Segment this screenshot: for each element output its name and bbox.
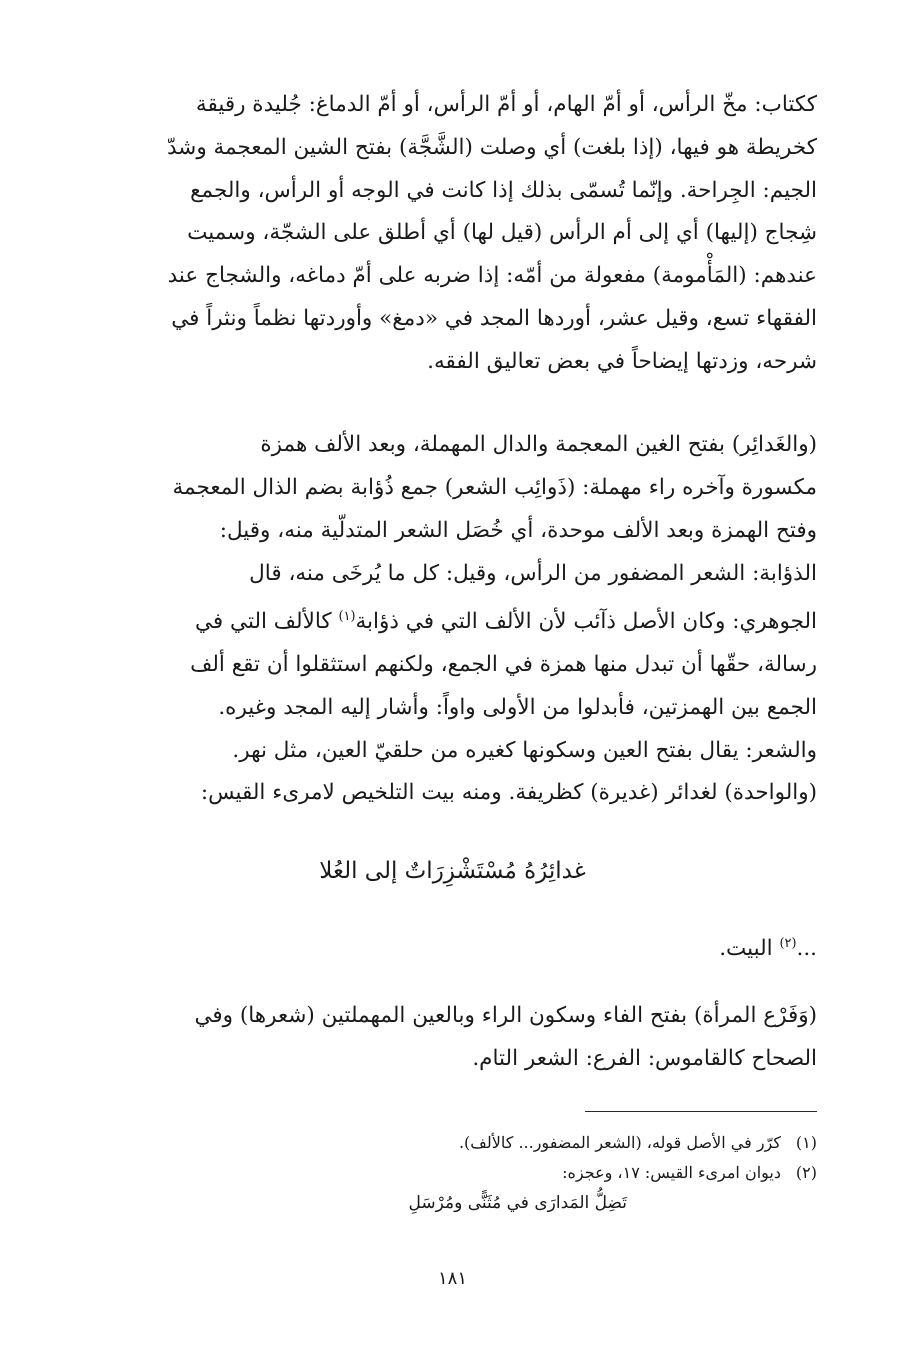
footnotes <box>90 1128 817 1218</box>
footnote-verse: تَضِلُّ المَدارَى في مُثَنًّى ومُرْسَلِ <box>408 1193 627 1213</box>
text-line: (والواحدة) لغدائر (غديرة) كظريفة. ومنه بيت التلخيص لامرىء القيس: <box>200 780 817 806</box>
text-line: وفتح الهمزة وبعد الألف موحدة، أي خُصَل الشعر المتدلّية منه، وقيل: <box>219 517 817 543</box>
text-line: رسالة، حقّها أن تبدل منها همزة في الجمع، ولكنهم استثقلوا أن تقع ألف <box>190 651 817 677</box>
footnote-text: ديوان امرىء القيس: ١٧، وعجزه: <box>562 1163 781 1182</box>
verse-tail-word: البيت. <box>719 936 780 962</box>
verse-tail <box>719 936 817 961</box>
footnote-ref-2[interactable]: (٢) <box>779 936 797 951</box>
text-line: مكسورة وآخره راء مهملة: (ذَوائِب الشعر) جمع ذُؤابة بضم الذال المعجمة <box>172 474 817 500</box>
text-line: (والغَدائِر) بفتح الغين المعجمة والدال المهملة، وبعد الألف همزة <box>260 432 817 457</box>
page-number: ١٨١ <box>437 1268 467 1289</box>
text-fragment: كالألف التي في <box>195 608 339 634</box>
footnote-number: (٢) <box>795 1163 817 1182</box>
ellipsis: ... <box>796 936 817 962</box>
paragraph-skull-wound <box>90 84 817 384</box>
text-line: شرحه، وزدتها إيضاحاً في بعض تعاليق الفقه. <box>427 348 817 374</box>
text-line: الصحاح كالقاموس: الفرع: الشعر التام. <box>472 1046 817 1071</box>
text-line: كخريطة هو فيها، (إذا بلغت) أي وصلت (الشَّجَّة) بفتح الشين المعجمة وشدّ <box>167 134 817 160</box>
text-fragment: الجوهري: وكان الأصل ذآئب لأن الألف التي في ذؤابة <box>355 608 817 634</box>
text-line: الجيم: الجِراحة. وإنّما تُسمّى بذلك إذا كانت في الوجه أو الرأس، والجمع <box>190 177 817 203</box>
footnote-2 <box>90 1158 817 1188</box>
text-line: (وَفَرْع المرأة) بفتح الفاء وسكون الراء وبالعين المهملتين (شعرها) وفي <box>194 1003 817 1028</box>
footnote-number: (١) <box>795 1133 817 1152</box>
text-line: الجمع بين الهمزتين، فأبدلوا من الأولى واواً: وأشار إليه المجد وغيره. <box>218 694 817 720</box>
text-line <box>90 596 817 644</box>
text-line: الفقهاء تسع، وقيل عشر، أوردها المجد في «دمغ» وأوردتها نظماً ونثراً في <box>171 305 817 331</box>
text-line: والشعر: يقال بفتح العين وسكونها كغيره من حلقيّ العين، مثل نهر. <box>232 737 817 763</box>
poem-verse: غدائِرُهُ مُسْتَشْزِرَاتٌ إلى العُلا <box>319 858 586 884</box>
footnote-ref-1[interactable]: (١) <box>338 608 356 624</box>
footnote-separator <box>585 1111 817 1112</box>
text-line: عندهم: (المَأْمومة) مفعولة من أمّه: إذا ضربه على أمّ دماغه، والشجاج عند <box>167 263 817 289</box>
text-line: الذؤابة: الشعر المضفور من الرأس، وقيل: كل ما يُرخَى منه، قال <box>249 560 817 586</box>
footnote-text: كرّر في الأصل قوله، (الشعر المضفور... كالألف). <box>458 1133 781 1152</box>
paragraph-woman-hair <box>90 994 817 1080</box>
paragraph-braids <box>90 424 817 815</box>
text-line: ككتاب: مخّ الرأس، أو أمّ الهام، أو أمّ الرأس، أو أمّ الدماغ: جُليدة رقيقة <box>195 92 817 117</box>
footnote-1 <box>90 1128 817 1158</box>
text-line: شِجاج (إليها) أي إلى أم الرأس (قيل لها) أي أطلق على الشجّة، وسميت <box>187 220 817 246</box>
